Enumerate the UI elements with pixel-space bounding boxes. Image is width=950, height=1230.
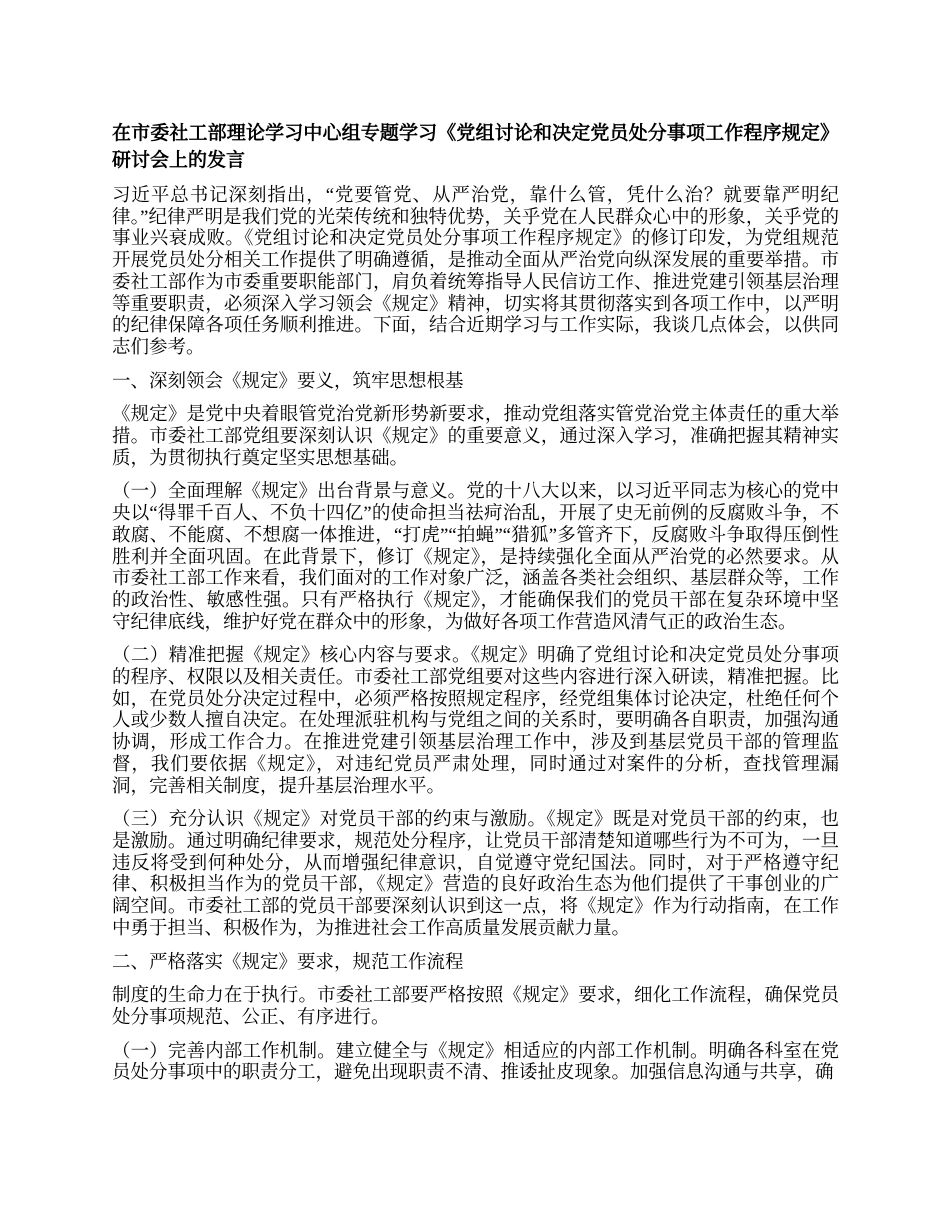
- document-body: [112, 186, 839, 1085]
- paragraph: 《规定》是党中央着眼管党治党新形势新要求，推动党组落实管党治党主体责任的重大举措。市委社工部党组要深刻认识《规定》的重要意义，通过深入学习，准确把握其精神实质，为贯彻执行奠定坚实思想基础。: [112, 405, 839, 469]
- paragraph: （一）完善内部工作机制。建立健全与《规定》相适应的内部工作机制。明确各科室在党员处分事项中的职责分工，避免出现职责不清、推诿扯皮现象。加强信息沟通与共享，确: [112, 1041, 839, 1084]
- document-title: 在市委社工部理论学习中心组专题学习《党组讨论和决定党员处分事项工作程序规定》研讨会上的发言: [112, 123, 839, 171]
- paragraph: （一）全面理解《规定》出台背景与意义。党的十八大以来，以习近平同志为核心的党中央以“得罪千百人、不负十四亿”的使命担当祛疴治乱，开展了史无前例的反腐败斗争，不敢腐、不能腐、不想腐一体推进，“打虎”“拍蝇”“猎狐”多管齐下，反腐败斗争取得压倒性胜利并全面巩固。在此背景下，修订《规定》，是持续强化全面从严治党的必然要求。从市委社工部工作来看，我们面对的工作对象广泛，涵盖各类社会组织、基层群众等，工作的政治性、敏感性强。只有严格执行《规定》，才能确保我们的党员干部在复杂环境中坚守纪律底线，维护好党在群众中的形象，为做好各项工作营造风清气正的政治生态。: [112, 482, 839, 633]
- section-heading: 一、深刻领会《规定》要义，筑牢思想根基: [112, 371, 464, 392]
- paragraph: （三）充分认识《规定》对党员干部的约束与激励。《规定》既是对党员干部的约束，也是激励。通过明确纪律要求，规范处分程序，让党员干部清楚知道哪些行为不可为，一旦违反将受到何种处分，从而增强纪律意识，自觉遵守党纪国法。同时，对于严格遵守纪律、积极担当作为的党员干部，《规定》营造的良好政治生态为他们提供了干事创业的广阔空间。市委社工部的党员干部要深刻认识到这一点，将《规定》作为行动指南，在工作中勇于担当、积极作为，为推进社会工作高质量发展贡献力量。: [112, 810, 839, 939]
- paragraph: （二）精准把握《规定》核心内容与要求。《规定》明确了党组讨论和决定党员处分事项的程序、权限以及相关责任。市委社工部党组要对这些内容进行深入研读，精准把握。比如，在党员处分决定过程中，必须严格按照规定程序，经党组集体讨论决定，杜绝任何个人或少数人擅自决定。在处理派驻机构与党组之间的关系时，要明确各自职责，加强沟通协调，形成工作合力。在推进党建引领基层治理工作中，涉及到基层党员干部的管理监督，我们要依据《规定》，对违纪党员严肃处理，同时通过对案件的分析，查找管理漏洞，完善相关制度，提升基层治理水平。: [112, 646, 839, 797]
- paragraph: 制度的生命力在于执行。市委社工部要严格按照《规定》要求，细化工作流程，确保党员处分事项规范、公正、有序进行。: [112, 986, 839, 1028]
- document-page: [112, 120, 839, 1097]
- paragraph: 习近平总书记深刻指出，“党要管党、从严治党，靠什么管，凭什么治？就要靠严明纪律。”纪律严明是我们党的光荣传统和独特优势，关乎党在人民群众心中的形象，关乎党的事业兴衰成败。《党组讨论和决定党员处分事项工作程序规定》的修订印发，为党组规范开展党员处分相关工作提供了明确遵循，是推动全面从严治党向纵深发展的重要举措。市委社工部作为市委重要职能部门，肩负着统筹指导人民信访工作、推进党建引领基层治理等重要职责，必须深入学习领会《规定》精神，切实将其贯彻落实到各项工作中，以严明的纪律保障各项任务顺利推进。下面，结合近期学习与工作实际，我谈几点体会，以供同志们参考。: [112, 186, 839, 358]
- section-heading: 二、严格落实《规定》要求，规范工作流程: [112, 952, 464, 973]
